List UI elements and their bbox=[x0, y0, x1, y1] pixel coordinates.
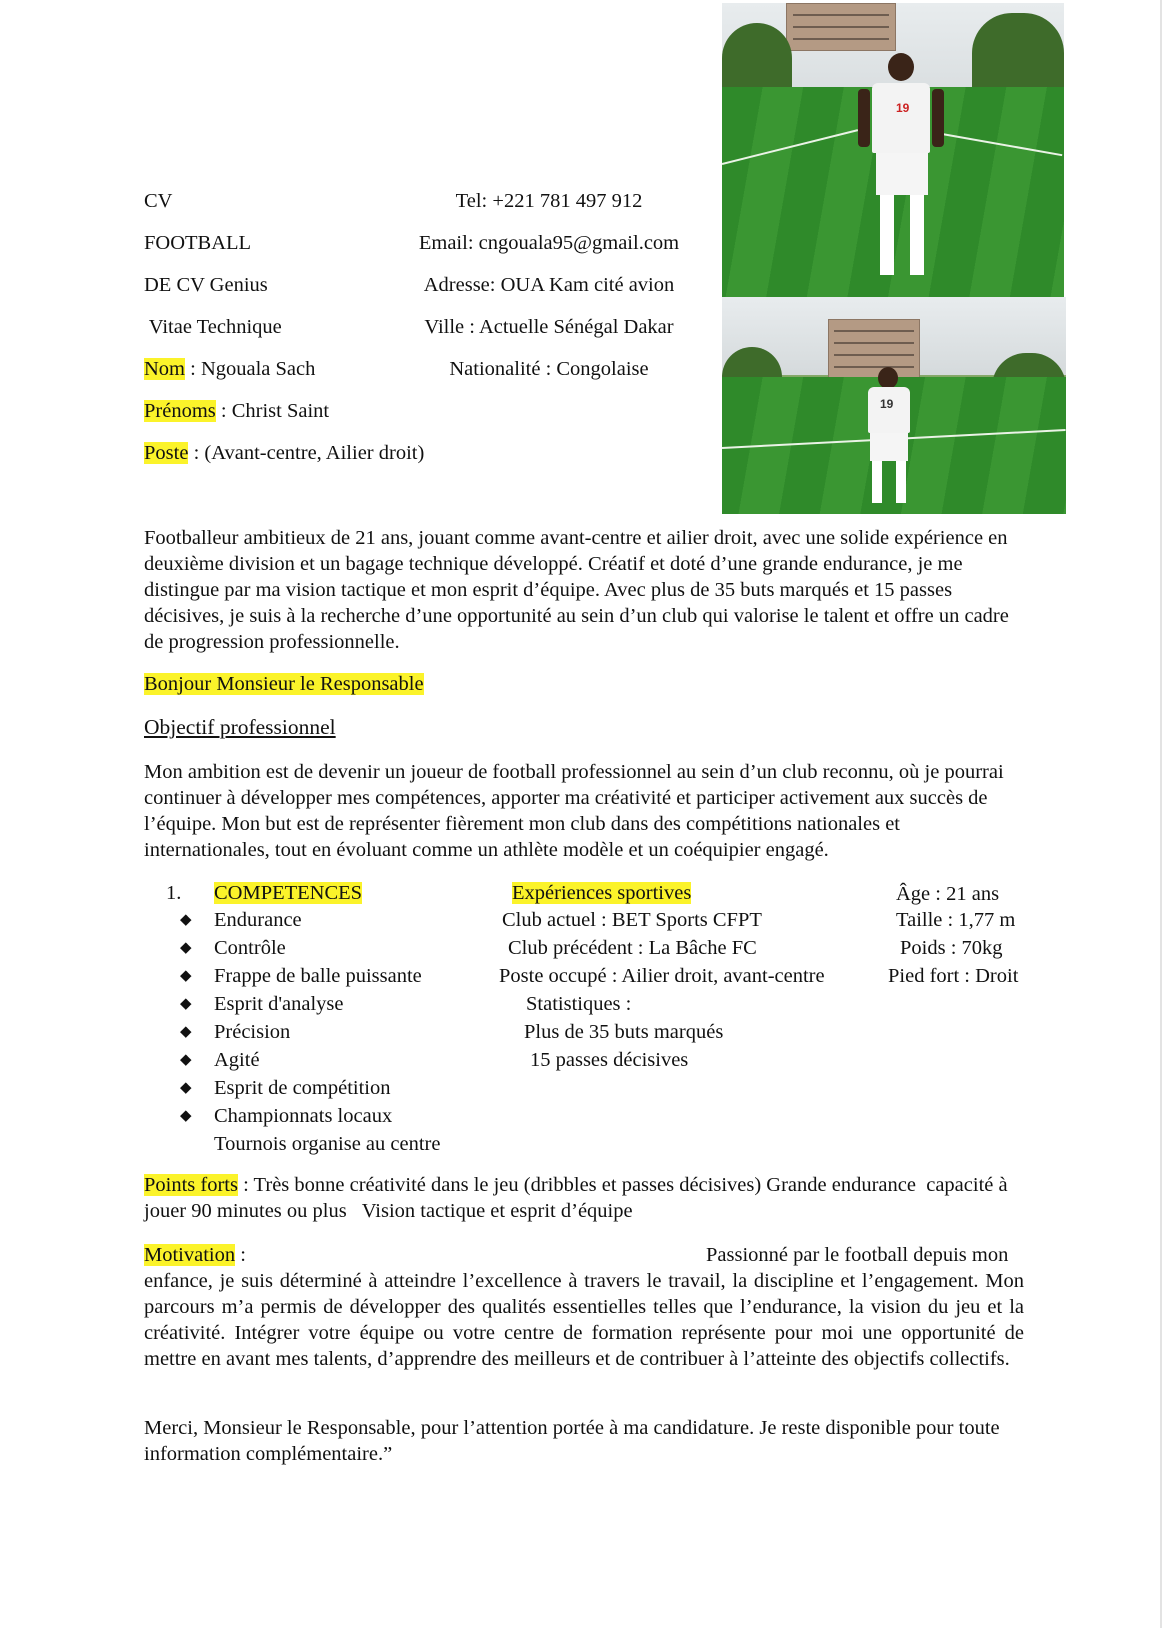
profile-summary: Footballeur ambitieux de 21 ans, jouant comme avant-centre et ailier droit, avec une solide expérience en deuxième division et un bagage technique développé. Créatif et doté d’une grande endurance, je me distingue par ma vision tactique et mon esprit d’équipe. Avec plus de 35 buts marqués et 15 passes décisives, je suis à la recherche d’une opportunité au sein d’un club qui valorise le talent et offre un cadre de progression professionnelle. bbox=[144, 527, 1009, 653]
page-edge bbox=[1160, 0, 1162, 1628]
motivation-label-line bbox=[144, 1242, 246, 1268]
strong-foot: Pied fort : Droit bbox=[888, 965, 1019, 987]
firstname-label: Prénoms bbox=[144, 400, 216, 422]
competences-title-wrap bbox=[214, 880, 362, 906]
nationality: Nationalité : Congolaise bbox=[449, 358, 649, 380]
strengths bbox=[144, 1172, 1024, 1224]
firstname-value: : Christ Saint bbox=[215, 400, 330, 422]
name-value: : Ngouala Sach bbox=[185, 358, 316, 380]
height: Taille : 1,77 m bbox=[896, 909, 1016, 931]
greeting-line bbox=[144, 671, 424, 697]
experience-line: Club actuel : BET Sports CFPT bbox=[502, 909, 762, 931]
bullet-icon: ◆ bbox=[180, 1024, 192, 1040]
firstname-line bbox=[144, 398, 329, 424]
player-photo-bottom bbox=[722, 297, 1066, 514]
competences-number: 1. bbox=[166, 882, 182, 904]
greeting: Bonjour Monsieur le Responsable bbox=[144, 673, 424, 695]
age: Âge : 21 ans bbox=[896, 883, 1000, 905]
skill-item: Frappe de balle puissante bbox=[214, 965, 422, 987]
objective-title: Objectif professionnel bbox=[144, 715, 336, 739]
bullet-icon: ◆ bbox=[180, 968, 192, 984]
experience-line: Plus de 35 buts marqués bbox=[524, 1021, 724, 1043]
closing-text: Merci, Monsieur le Responsable, pour l’attention portée à ma candidature. Je reste disponible pour toute information complémentaire.” bbox=[144, 1417, 1000, 1465]
skill-item: Esprit de compétition bbox=[214, 1077, 391, 1099]
address: Adresse: OUA Kam cité avion bbox=[423, 274, 675, 296]
motivation-text: enfance, je suis déterminé à atteindre l’excellence à travers le travail, la discipline et l’engagement. Mon parcours m’a permis de développer des qualités essentielles telles que l’endurance, la vision du jeu et la créativité. Intégrer votre équipe ou votre centre de formation représente pour moi une opportunité de mettre en avant mes talents, d’apprendre des meilleurs et de contribuer à l’atteinte des objectifs collectifs. bbox=[144, 1270, 1024, 1370]
bullet-icon: ◆ bbox=[180, 1108, 192, 1124]
experiences-title-wrap bbox=[512, 880, 691, 906]
experiences-title: Expériences sportives bbox=[512, 882, 692, 904]
cv-title: CV bbox=[144, 190, 173, 212]
bullet-icon: ◆ bbox=[180, 1080, 192, 1096]
skill-item: Précision bbox=[214, 1021, 291, 1043]
jersey-number-bottom: 19 bbox=[880, 397, 894, 411]
player-photo-top bbox=[722, 3, 1064, 297]
strengths-label: Points forts bbox=[144, 1174, 238, 1196]
skill-item: Endurance bbox=[214, 909, 302, 931]
motivation-first: Passionné par le football depuis mon bbox=[706, 1244, 1009, 1266]
position-label: Poste bbox=[144, 442, 189, 464]
bullet-icon: ◆ bbox=[180, 940, 192, 956]
motivation-label: Motivation bbox=[144, 1244, 236, 1266]
skill-item: Contrôle bbox=[214, 937, 286, 959]
city: Ville : Actuelle Sénégal Dakar bbox=[424, 316, 674, 338]
objective-text: Mon ambition est de devenir un joueur de football professionnel au sein d’un club reconnu, où je pourrai continuer à développer mes compétences, apporter ma créativité et participer activement aux succès de l’équipe. Mon but est de représenter fièrement mon club dans des compétitions nationales et internationales, tout en évoluant comme un athlète modèle et un coéquipier engagé. bbox=[144, 761, 1004, 861]
bullet-icon: ◆ bbox=[180, 1052, 192, 1068]
football-title: FOOTBALL bbox=[144, 232, 252, 254]
vitae-title: Vitae Technique bbox=[144, 316, 282, 338]
skill-item: Agité bbox=[214, 1049, 260, 1071]
skill-item: Championnats locaux bbox=[214, 1105, 393, 1127]
experience-line: Club précédent : La Bâche FC bbox=[508, 937, 757, 959]
experience-line: Statistiques : bbox=[526, 993, 632, 1015]
phone: Tel: +221 781 497 912 bbox=[455, 190, 643, 212]
genius-title: DE CV Genius bbox=[144, 274, 268, 296]
position-line bbox=[144, 440, 424, 466]
name-label: Nom bbox=[144, 358, 185, 380]
skill-item: Esprit d'analyse bbox=[214, 993, 344, 1015]
header-left bbox=[144, 186, 404, 354]
bullet-icon: ◆ bbox=[180, 996, 192, 1012]
competences-title: COMPETENCES bbox=[214, 882, 363, 904]
experience-line: 15 passes décisives bbox=[530, 1049, 689, 1071]
bullet-icon: ◆ bbox=[180, 912, 192, 928]
weight: Poids : 70kg bbox=[900, 937, 1003, 959]
experience-line: Poste occupé : Ailier droit, avant-centre bbox=[499, 965, 825, 987]
name-line bbox=[144, 356, 315, 382]
motivation-colon: : bbox=[235, 1244, 246, 1266]
skill-extra: Tournois organise au centre bbox=[214, 1133, 441, 1155]
email: Email: cngouala95@gmail.com bbox=[418, 232, 680, 254]
jersey-number-top: 19 bbox=[896, 101, 910, 115]
contact-block bbox=[404, 186, 694, 396]
position-value: : (Avant-centre, Ailier droit) bbox=[188, 442, 425, 464]
strengths-text: : Très bonne créativité dans le jeu (dribbles et passes décisives) Grande endurance capacité à jouer 90 minutes ou plus Vision tactique et esprit d’équipe bbox=[144, 1174, 1013, 1222]
